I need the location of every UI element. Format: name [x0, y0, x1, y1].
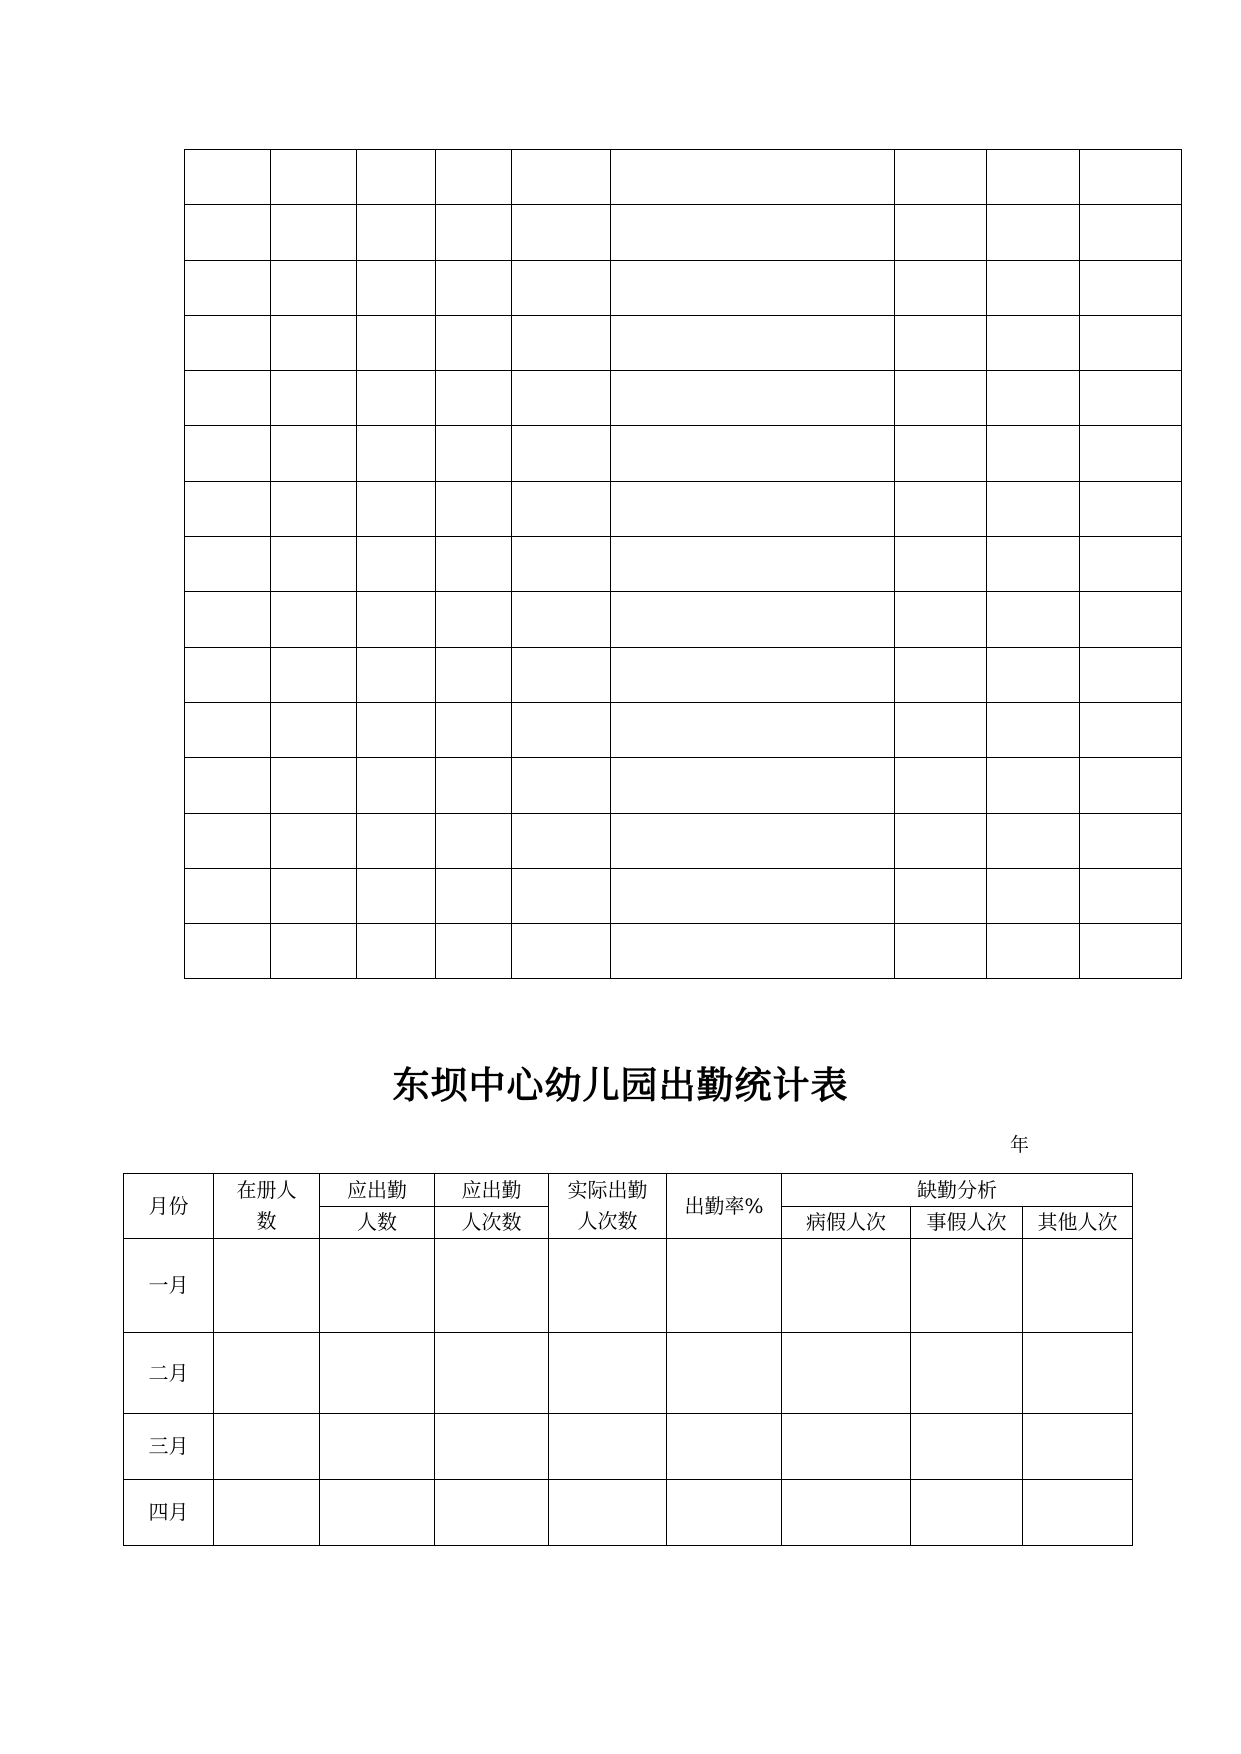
blank-cell: [987, 758, 1080, 813]
blank-cell: [436, 481, 512, 536]
blank-cell: [987, 150, 1080, 205]
blank-cell: [512, 813, 611, 868]
month-cell: 二月: [124, 1333, 214, 1414]
blank-cell: [436, 537, 512, 592]
blank-cell: [357, 371, 436, 426]
blank-cell: [1080, 647, 1182, 702]
month-cell: 三月: [124, 1414, 214, 1480]
blank-cell: [895, 260, 987, 315]
data-cell: [911, 1239, 1023, 1333]
blank-cell: [357, 813, 436, 868]
blank-cell: [895, 315, 987, 370]
blank-cell: [987, 813, 1080, 868]
data-cell: [911, 1480, 1023, 1546]
blank-cell: [1080, 813, 1182, 868]
table-row: [124, 1414, 1133, 1480]
data-cell: [782, 1239, 911, 1333]
table-row: [124, 1480, 1133, 1546]
blank-cell: [512, 758, 611, 813]
blank-cell: [611, 813, 895, 868]
blank-cell: [512, 315, 611, 370]
blank-cell: [987, 315, 1080, 370]
blank-cell: [357, 647, 436, 702]
blank-cell: [185, 426, 271, 481]
blank-cell: [895, 868, 987, 923]
blank-cell: [1080, 481, 1182, 536]
data-cell: [782, 1480, 911, 1546]
blank-cell: [1080, 758, 1182, 813]
year-label: 年: [1010, 1134, 1030, 1156]
data-cell: [435, 1480, 549, 1546]
blank-cell: [512, 150, 611, 205]
blank-cell: [611, 205, 895, 260]
data-cell: [214, 1480, 320, 1546]
data-cell: [782, 1414, 911, 1480]
blank-cell: [1080, 537, 1182, 592]
header-other: 其他人次: [1023, 1207, 1133, 1239]
blank-cell: [436, 205, 512, 260]
header-personal: 事假人次: [911, 1207, 1023, 1239]
blank-cell: [987, 924, 1080, 979]
blank-cell: [185, 371, 271, 426]
blank-cell: [611, 150, 895, 205]
blank-cell: [357, 205, 436, 260]
blank-cell: [987, 537, 1080, 592]
blank-cell: [185, 315, 271, 370]
table-row: [185, 481, 1182, 536]
blank-cell: [185, 758, 271, 813]
blank-cell: [987, 426, 1080, 481]
table-row: [185, 813, 1182, 868]
blank-cell: [185, 537, 271, 592]
blank-cell: [987, 868, 1080, 923]
blank-cell: [271, 592, 357, 647]
data-cell: [549, 1480, 667, 1546]
blank-cell: [895, 205, 987, 260]
blank-cell: [611, 702, 895, 757]
blank-cell: [611, 315, 895, 370]
blank-cell: [895, 924, 987, 979]
blank-cell: [987, 481, 1080, 536]
blank-cell: [271, 481, 357, 536]
blank-cell: [436, 371, 512, 426]
table-row: [185, 315, 1182, 370]
blank-cell: [611, 371, 895, 426]
blank-cell: [357, 260, 436, 315]
blank-cell: [271, 315, 357, 370]
blank-cell: [895, 592, 987, 647]
header-expected-times-bottom: 人次数: [435, 1207, 549, 1239]
table-row: [185, 647, 1182, 702]
blank-cell: [357, 868, 436, 923]
header-expected-people-bottom: 人数: [320, 1207, 435, 1239]
blank-cell: [611, 647, 895, 702]
blank-cell: [271, 924, 357, 979]
blank-cell: [185, 813, 271, 868]
header-enrolled: [214, 1174, 320, 1239]
blank-cell: [987, 647, 1080, 702]
data-cell: [911, 1333, 1023, 1414]
blank-cell: [357, 426, 436, 481]
blank-cell: [185, 260, 271, 315]
header-expected-people-top: 应出勤: [320, 1174, 435, 1207]
blank-cell: [895, 813, 987, 868]
blank-cell: [271, 868, 357, 923]
header-expected-times-top: 应出勤: [435, 1174, 549, 1207]
table-row: [124, 1239, 1133, 1333]
blank-cell: [1080, 150, 1182, 205]
blank-cell: [1080, 924, 1182, 979]
data-cell: [435, 1414, 549, 1480]
blank-cell: [185, 647, 271, 702]
blank-cell: [436, 260, 512, 315]
data-cell: [320, 1480, 435, 1546]
blank-cell: [512, 647, 611, 702]
blank-cell: [611, 481, 895, 536]
data-cell: [320, 1414, 435, 1480]
blank-cell: [512, 481, 611, 536]
blank-cell: [185, 150, 271, 205]
blank-cell: [512, 924, 611, 979]
header-absence-group: 缺勤分析: [782, 1174, 1133, 1207]
header-month: 月份: [124, 1174, 214, 1239]
header-actual: [549, 1174, 667, 1239]
blank-cell: [512, 205, 611, 260]
table-row: [185, 758, 1182, 813]
data-cell: [1023, 1414, 1133, 1480]
blank-cell: [185, 702, 271, 757]
data-cell: [549, 1239, 667, 1333]
blank-cell: [185, 205, 271, 260]
header-rate: 出勤率%: [667, 1174, 782, 1239]
data-cell: [214, 1414, 320, 1480]
blank-cell: [271, 647, 357, 702]
blank-cell: [271, 426, 357, 481]
page-title: 东坝中心幼儿园出勤统计表: [392, 1064, 849, 1107]
blank-cell: [895, 150, 987, 205]
table-row: [124, 1333, 1133, 1414]
blank-cell: [987, 205, 1080, 260]
blank-cell: [895, 481, 987, 536]
blank-cell: [895, 702, 987, 757]
blank-cell: [1080, 371, 1182, 426]
data-cell: [214, 1333, 320, 1414]
blank-cell: [436, 592, 512, 647]
blank-cell: [512, 592, 611, 647]
month-cell: 一月: [124, 1239, 214, 1333]
header-sick: 病假人次: [782, 1207, 911, 1239]
blank-cell: [436, 150, 512, 205]
blank-cell: [512, 371, 611, 426]
blank-cell: [895, 758, 987, 813]
blank-cell: [357, 702, 436, 757]
header-actual-text: 实际出勤人次数: [567, 1178, 648, 1233]
blank-cell: [271, 758, 357, 813]
blank-cell: [357, 924, 436, 979]
blank-cell: [357, 315, 436, 370]
blank-cell: [512, 260, 611, 315]
blank-cell: [357, 592, 436, 647]
blank-cell: [271, 260, 357, 315]
data-cell: [911, 1414, 1023, 1480]
data-cell: [214, 1239, 320, 1333]
table-row: [185, 205, 1182, 260]
blank-cell: [611, 592, 895, 647]
blank-cell: [895, 537, 987, 592]
data-cell: [320, 1333, 435, 1414]
data-cell: [667, 1480, 782, 1546]
blank-cell: [512, 537, 611, 592]
table-row: [185, 260, 1182, 315]
blank-cell: [436, 647, 512, 702]
table-row: [185, 924, 1182, 979]
blank-cell: [185, 592, 271, 647]
data-cell: [320, 1239, 435, 1333]
blank-cell: [357, 481, 436, 536]
blank-cell: [987, 702, 1080, 757]
blank-cell: [185, 924, 271, 979]
blank-cell: [1080, 260, 1182, 315]
blank-cell: [512, 426, 611, 481]
blank-cell: [1080, 315, 1182, 370]
attendance-stats-table: [123, 1173, 1133, 1546]
table-row: [185, 426, 1182, 481]
blank-cell: [611, 426, 895, 481]
month-cell: 四月: [124, 1480, 214, 1546]
header-enrolled-text: 在册人数: [236, 1178, 297, 1233]
blank-cell: [436, 702, 512, 757]
blank-cell: [611, 260, 895, 315]
blank-cell: [436, 426, 512, 481]
blank-cell: [1080, 868, 1182, 923]
blank-cell: [357, 758, 436, 813]
data-cell: [1023, 1333, 1133, 1414]
blank-cell: [987, 260, 1080, 315]
blank-cell: [611, 537, 895, 592]
data-cell: [1023, 1239, 1133, 1333]
blank-cell: [357, 537, 436, 592]
blank-cell: [1080, 426, 1182, 481]
data-cell: [782, 1333, 911, 1414]
data-cell: [667, 1239, 782, 1333]
blank-cell: [271, 702, 357, 757]
blank-cell: [271, 205, 357, 260]
blank-cell: [271, 371, 357, 426]
blank-cell: [512, 702, 611, 757]
blank-cell: [611, 924, 895, 979]
blank-cell: [185, 481, 271, 536]
blank-cell: [185, 868, 271, 923]
blank-cell: [895, 426, 987, 481]
table-row: [185, 702, 1182, 757]
blank-cell: [987, 592, 1080, 647]
data-cell: [549, 1333, 667, 1414]
data-cell: [435, 1333, 549, 1414]
blank-cell: [1080, 205, 1182, 260]
blank-cell: [1080, 702, 1182, 757]
table-row: [185, 592, 1182, 647]
blank-cell: [436, 868, 512, 923]
data-cell: [549, 1414, 667, 1480]
table-row: [185, 371, 1182, 426]
table-row: [185, 150, 1182, 205]
blank-cell: [271, 537, 357, 592]
blank-cell: [271, 813, 357, 868]
blank-cell: [436, 315, 512, 370]
table-row: [185, 537, 1182, 592]
data-cell: [435, 1239, 549, 1333]
blank-cell: [1080, 592, 1182, 647]
blank-cell: [895, 647, 987, 702]
blank-cell: [436, 924, 512, 979]
blank-cell: [611, 758, 895, 813]
blank-cell: [271, 150, 357, 205]
blank-cell: [895, 371, 987, 426]
blank-cell: [357, 150, 436, 205]
table-row: [185, 868, 1182, 923]
blank-cell: [512, 868, 611, 923]
data-cell: [667, 1333, 782, 1414]
data-cell: [1023, 1480, 1133, 1546]
blank-cell: [436, 758, 512, 813]
data-cell: [667, 1414, 782, 1480]
blank-cell: [611, 868, 895, 923]
blank-cell: [436, 813, 512, 868]
blank-cell: [987, 371, 1080, 426]
blank-grid-table: [184, 149, 1182, 979]
